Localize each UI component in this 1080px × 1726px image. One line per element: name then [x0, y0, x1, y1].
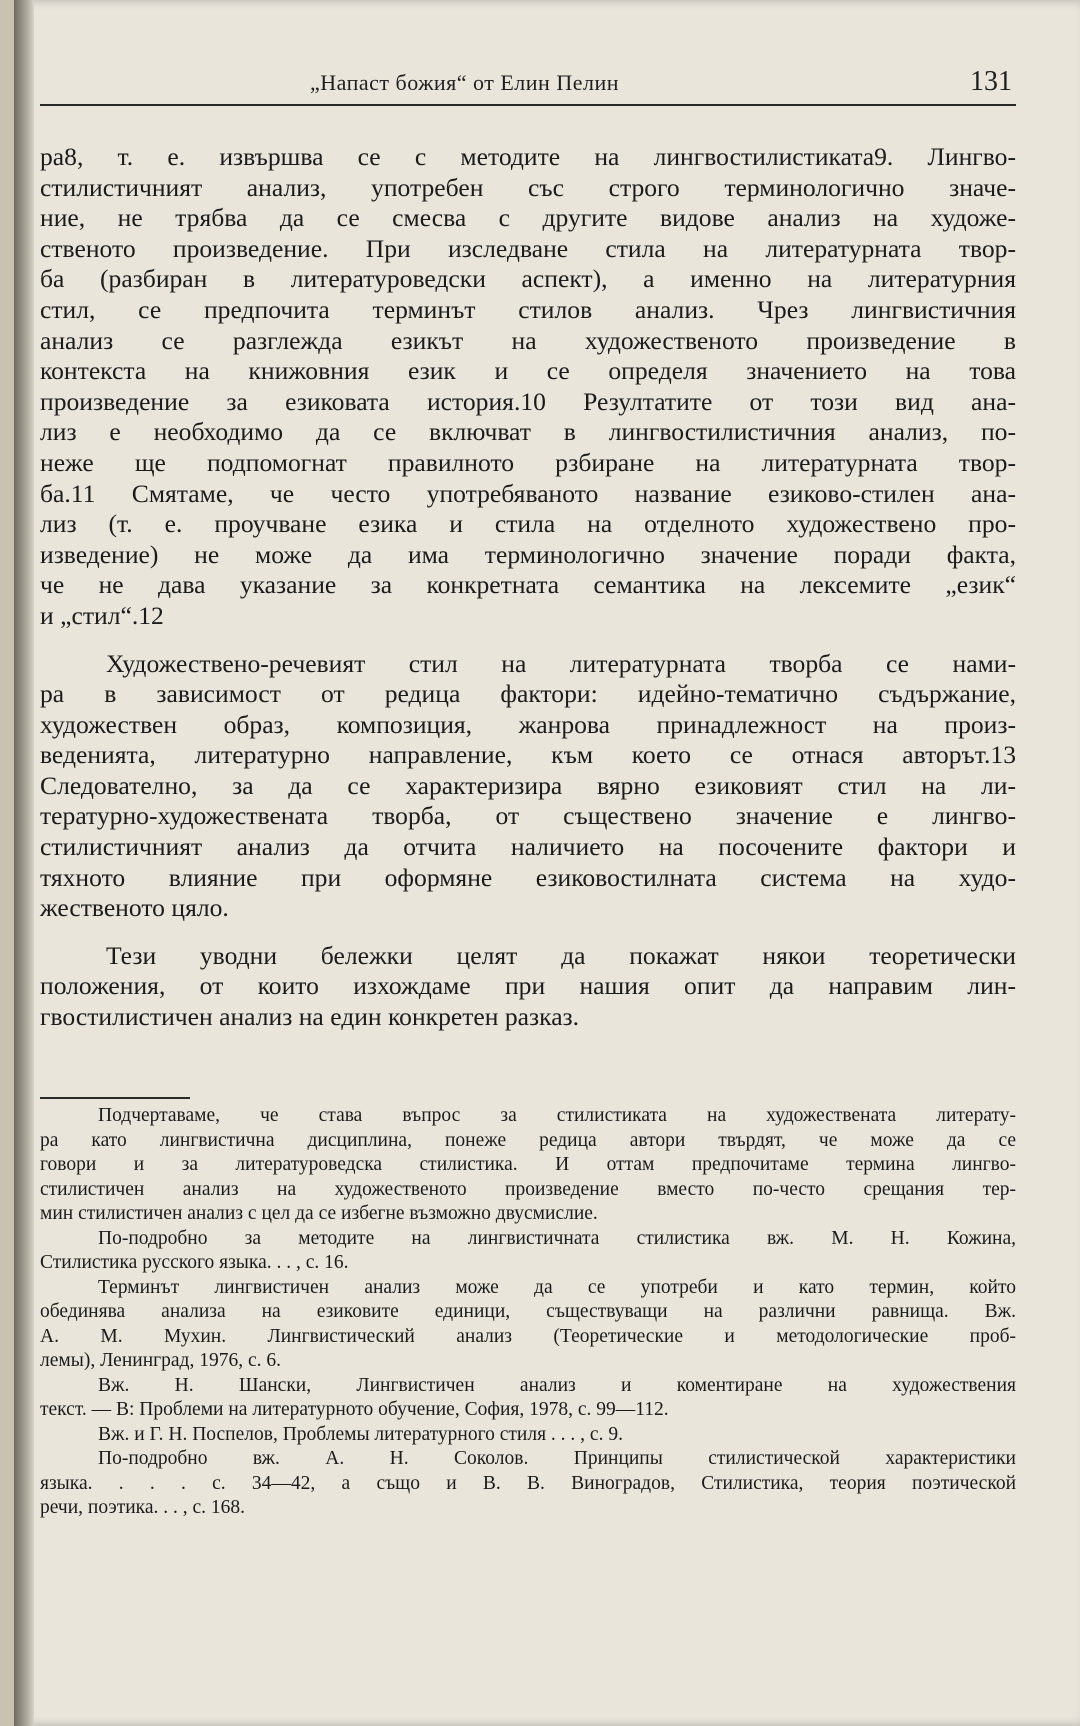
text-line: ра в зависимост от редица фактори: идейно-тематично съдържание, [40, 679, 1016, 709]
footnote-line: А. М. Мухин. Лингвистический анализ (Теоретические и методологические проб- [40, 1325, 1016, 1347]
paragraph-3 [40, 941, 1016, 1033]
footnote-line: лемы), Ленинград, 1976, с. 6. [40, 1350, 281, 1371]
running-title: „Напаст божия“ от Елин Пелин [310, 70, 620, 95]
text-line: анализ се разглежда езикът на художественото произведение в [40, 325, 1016, 355]
footnote-line: Вж. Н. Шански, Лингвистичен анализ и коментиране на художествения [98, 1374, 1016, 1396]
footnote-12 [40, 1423, 1016, 1448]
text-line: лиз (т. е. проучване езика и стила на отделното художествено про- [40, 509, 1016, 539]
footnote-separator [40, 1097, 190, 1099]
footnote-line: мин стилистичен анализ с цел да се избегне възможно двусмислие. [40, 1203, 598, 1224]
text-line: Тези уводни бележки целят да покажат някои теоретически [106, 940, 1016, 970]
text-line: положения, от които изхождаме при нашия опит да направим лин- [40, 971, 1016, 1001]
text-line: ние, не трябва да се смесва с другите видове анализ на художе- [40, 203, 1016, 233]
footnote-line: стилистичен анализ на художественото произведение вместо по-често срещания тер- [40, 1178, 1016, 1200]
text-line: контекста на книжовния език и се определя значението на това [40, 356, 1016, 386]
text-line: неже ще подпомогнат правилното рзбиране на литературната твор- [40, 447, 1016, 477]
text-line: и „стил“.12 [40, 600, 164, 630]
footnote-line: текст. — В: Проблеми на литературното обучение, София, 1978, с. 99—112. [40, 1399, 669, 1420]
footnote-line: Подчертаваме, че става въпрос за стилистиката на художествената литерату- [98, 1105, 1016, 1126]
text-line: ба.11 Смятаме, че често употребяваното название езиково-стилен ана- [40, 478, 1016, 508]
footnote-line: Стилистика русского языка. . . , с. 16. [40, 1252, 349, 1273]
footnote-line: По-подробно за методите на лингвистичната стилистика вж. М. Н. Кожина, [98, 1227, 1016, 1249]
text-line: че не дава указание за конкретната семантика на лексемите „език“ [40, 570, 1016, 600]
text-line: веденията, литературно направление, към което се отнася авторът.13 [40, 740, 1016, 770]
footnote-13 [40, 1447, 1016, 1521]
text-line: Следователно, за да се характеризира вярно езиковият стил на ли- [40, 770, 1016, 800]
text-line: ба (разбиран в литературоведски аспект), а именно на литературния [40, 264, 1016, 294]
text-line: тяхното влияние при оформяне езиковостилната система на худо- [40, 862, 1016, 892]
page-binding-shadow [14, 0, 34, 1726]
text-line: тературно-художествената творба, от съществено значение е лингво- [40, 801, 1016, 831]
footnote-line: По-подробно вж. А. Н. Соколов. Принципы стилистической характеристики [98, 1448, 1016, 1469]
footnote-9 [40, 1227, 1016, 1276]
footnotes [40, 1104, 1016, 1521]
page-header [40, 64, 1016, 106]
paragraph-1 [40, 142, 1016, 632]
footnote-line: Терминът лингвистичен анализ може да се употреби и като термин, който [98, 1276, 1016, 1298]
text-line: лиз е необходимо да се включват в лингвостилистичния анализ, по- [40, 417, 1016, 447]
text-line: изведение) не може да има терминологично значение поради факта, [40, 539, 1016, 569]
footnote-line: языка. . . . с. 34—42, а също и В. В. Виноградов, Стилистика, теория поэтической [40, 1472, 1016, 1494]
text-line: Художествено-речевият стил на литературната творба се нами- [106, 648, 1016, 678]
text-line: стилистичният анализ да отчита наличието на посочените фактори и [40, 832, 1016, 862]
text-line: гвостилистичен анализ на един конкретен разказ. [40, 1002, 580, 1032]
footnote-line: Вж. и Г. Н. Поспелов, Проблемы литературного стиля . . . , с. 9. [98, 1423, 623, 1445]
text-line: художествен образ, композиция, жанрова принадлежност на произ- [40, 709, 1016, 739]
book-page [14, 0, 1080, 1726]
main-text [40, 142, 1016, 1050]
text-line: стилистичният анализ, употребен със строго терминологично значе- [40, 172, 1016, 202]
text-line: жественото цяло. [40, 893, 229, 923]
footnote-11 [40, 1374, 1016, 1423]
paragraph-2 [40, 649, 1016, 924]
page-number: 131 [970, 66, 1012, 97]
footnote-line: речи, поэтика. . . , с. 168. [40, 1497, 246, 1518]
footnote-line: обединява анализа на езиковите единици, съществуващи на различни равнища. Вж. [40, 1301, 1016, 1322]
footnote-line: ра като лингвистична дисциплина, понеже редица автори твърдят, че може да се [40, 1129, 1016, 1151]
text-line: ственото произведение. При изследване стила на литературната твор- [40, 233, 1016, 263]
text-line: стил, се предпочита терминът стилов анализ. Чрез лингвистичния [40, 294, 1016, 324]
footnote-10 [40, 1276, 1016, 1374]
footnote-8 [40, 1104, 1016, 1227]
footnote-line: говори и за литературоведска стилистика. И оттам предпочитаме термина лингво- [40, 1154, 1016, 1175]
text-line: ра8, т. е. извършва се с методите на лингвостилистиката9. Лингво- [40, 142, 1016, 171]
text-line: произведение за езиковата история.10 Резултатите от този вид ана- [40, 386, 1016, 416]
